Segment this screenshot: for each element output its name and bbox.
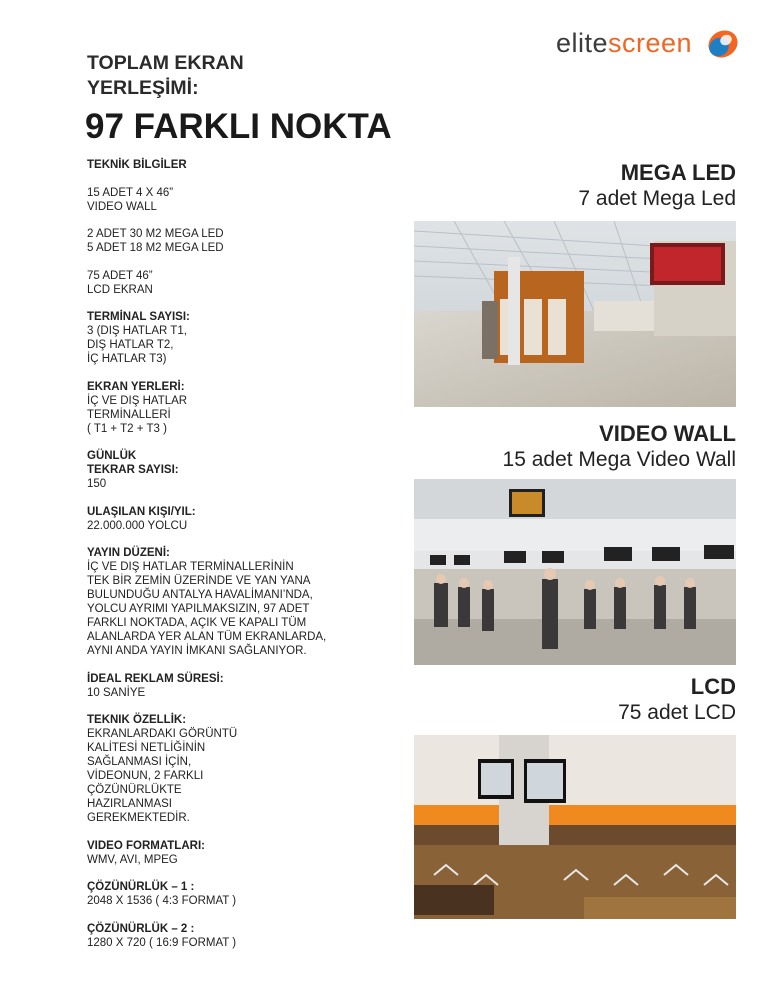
- section-title: VIDEO WALL: [599, 421, 736, 446]
- logo-wordmark-part2: screen: [608, 28, 693, 58]
- spec-text: 22.000.000 YOLCU: [87, 519, 188, 532]
- spec-label: EKRAN YERLERİ:: [87, 380, 185, 393]
- spec-block: [87, 922, 407, 950]
- spec-text: WMV, AVI, MPEG: [87, 853, 178, 866]
- spec-text: İÇ VE DIŞ HATLAR TERMİNALLERİ ( T1 + T2 + T3 ): [87, 394, 188, 435]
- spec-text: 2 ADET 30 M2 MEGA LED 5 ADET 18 M2 MEGA LED: [87, 228, 224, 254]
- section-subtitle: 15 adet Mega Video Wall: [502, 448, 736, 471]
- page-headline: 97 FARKLI NOKTA: [85, 107, 392, 146]
- spec-label: GÜNLÜK TEKRAR SAYISI:: [87, 450, 179, 476]
- spec-text: 150: [87, 478, 107, 490]
- spec-block: [87, 505, 407, 533]
- spec-block: [87, 158, 407, 172]
- lcd-photo: [414, 735, 736, 919]
- logo-wordmark: [556, 28, 692, 58]
- logo-swirl-icon: [706, 28, 740, 60]
- spec-label: YAYIN DÜZENİ:: [87, 547, 170, 559]
- logo-wordmark-part1: elite: [556, 28, 609, 58]
- spec-label: TERMİNAL SAYISI:: [87, 311, 190, 323]
- spec-text: EKRANLARDAKI GÖRÜNTÜ KALİTESİ NETLİĞİNİN SAĞLANMASI İÇİN, VİDEONUN, 2 FARKLI ÇÖZÜNÜRLÜKTE HAZIRLANMASI GEREKMEKTEDİR.: [87, 728, 238, 824]
- spec-block: [87, 269, 407, 297]
- page-title: TOPLAM EKRAN YERLEŞİMİ:: [87, 52, 244, 99]
- section-subtitle: 7 adet Mega Led: [578, 187, 736, 210]
- spec-text: 10 SANİYE: [87, 686, 146, 699]
- spec-block: [87, 227, 407, 255]
- section-lcd-heading: [618, 674, 736, 726]
- spec-label: İDEAL REKLAM SÜRESİ:: [87, 672, 224, 685]
- spec-label: ÇÖZÜNÜRLÜK – 1 :: [87, 881, 195, 893]
- spec-label: ÇÖZÜNÜRLÜK – 2 :: [87, 922, 195, 935]
- spec-text: 2048 X 1536 ( 4:3 FORMAT ): [87, 895, 237, 907]
- spec-block: [87, 310, 407, 366]
- spec-text: 75 ADET 46” LCD EKRAN: [87, 269, 153, 296]
- spec-block: [87, 880, 407, 908]
- spec-text: 3 (DIŞ HATLAR T1, DIŞ HATLAR T2, İÇ HATLAR T3): [87, 325, 187, 365]
- section-mega-led-heading: [578, 160, 736, 212]
- section-title: LCD: [690, 674, 736, 699]
- spec-text: İÇ VE DIŞ HATLAR TERMİNALLERİNİN TEK BİR ZEMİN ÜZERİNDE VE YAN YANA BULUNDUĞU ANTALYA HAVALİMANI’NDA, YOLCU AYRIMI YAPILMAKSIZIN, 97 ADET FARKLI NOKTADA, AÇIK VE KAPALI TÜM ALANLARDA YER ALAN TÜM EKRANLARDA, AYNI ANDA YAYIN İMKANI SAĞLANIYOR.: [87, 561, 327, 657]
- spec-block: [87, 713, 407, 825]
- spec-block: [87, 186, 407, 214]
- spec-text: 1280 X 720 ( 16:9 FORMAT ): [87, 936, 237, 949]
- mega-led-photo: [414, 221, 736, 407]
- spec-block: [87, 839, 407, 867]
- section-title: MEGA LED: [620, 160, 736, 185]
- elitescreen-logo: [556, 28, 742, 62]
- spec-label: VIDEO FORMATLARI:: [87, 839, 205, 852]
- spec-block: [87, 380, 407, 436]
- spec-block: [87, 672, 407, 700]
- spec-label: TEKNIK ÖZELLİK:: [87, 714, 187, 726]
- spec-text: 15 ADET 4 X 46” VIDEO WALL: [87, 186, 174, 213]
- video-wall-photo: [414, 479, 736, 665]
- technical-specs: [87, 158, 407, 963]
- spec-label: ULAŞILAN KIŞI/YIL:: [87, 505, 196, 518]
- spec-block: [87, 546, 407, 658]
- section-subtitle: 75 adet LCD: [618, 701, 736, 724]
- section-video-wall-heading: [503, 421, 736, 473]
- spec-label: TEKNİK BİLGİLER: [87, 159, 187, 171]
- spec-block: [87, 449, 407, 491]
